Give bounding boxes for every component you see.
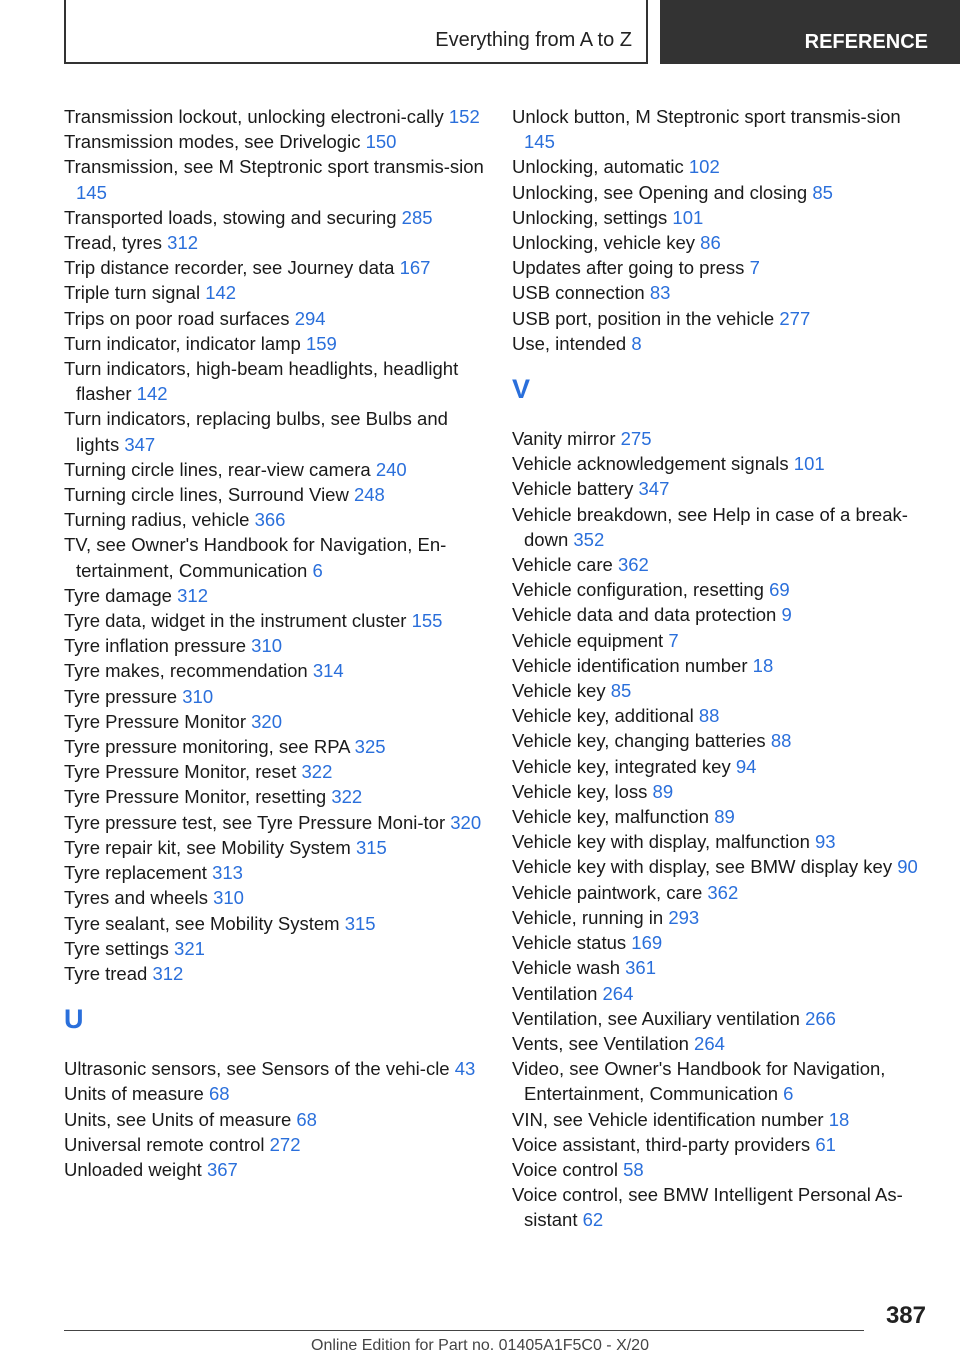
index-entry — [512, 476, 932, 501]
index-entry — [64, 1107, 484, 1132]
index-entry-term: Tyre Pressure Monitor — [64, 710, 246, 732]
index-page-link[interactable]: 310 — [213, 887, 244, 909]
index-entry-term: Tyre makes, recommendation — [64, 660, 308, 682]
index-page-link[interactable]: 347 — [124, 433, 156, 455]
index-page-link[interactable]: 275 — [620, 428, 652, 450]
index-page-link[interactable]: 322 — [301, 761, 333, 783]
index-page-link[interactable]: 18 — [752, 654, 774, 676]
index-page-link[interactable]: 62 — [582, 1209, 604, 1231]
index-entry — [64, 104, 484, 129]
index-page-link[interactable]: 285 — [401, 206, 433, 228]
index-page-link[interactable]: 313 — [212, 862, 243, 884]
header-chapter-tab — [660, 0, 960, 64]
index-entry-term: Vehicle breakdown, see Help in case of a break‐down — [512, 503, 908, 550]
index-entry-term: Vehicle key, additional — [512, 705, 694, 727]
index-entry — [64, 129, 484, 154]
index-entry-term: Unloaded weight — [64, 1158, 202, 1180]
index-entry-term: Vehicle status — [512, 932, 627, 954]
index-page-link[interactable]: 145 — [524, 131, 555, 153]
index-entry-term: Vehicle identification number — [512, 654, 748, 676]
index-page-link[interactable]: 150 — [365, 131, 397, 153]
index-page-link[interactable]: 7 — [749, 257, 760, 279]
index-page-link[interactable]: 277 — [779, 307, 811, 329]
index-entry — [64, 507, 484, 532]
index-entry — [64, 154, 484, 204]
header-section-title: Everything from A to Z — [435, 29, 632, 51]
index-entry-term: Triple turn signal — [64, 282, 201, 304]
index-page-link[interactable]: 101 — [672, 206, 704, 228]
header-chapter-label: REFERENCE — [804, 31, 928, 53]
index-entry-term: Unlocking, vehicle key — [512, 232, 696, 254]
index-entry-term: Voice control — [512, 1158, 618, 1180]
index-entry — [64, 356, 484, 406]
index-entry-term: Vehicle configuration, resetting — [512, 579, 764, 601]
index-entry-term: Use, intended — [512, 332, 627, 354]
index-page-link[interactable]: 89 — [652, 780, 674, 802]
index-entry — [64, 406, 484, 456]
index-entry-term: Vehicle equipment — [512, 629, 664, 651]
index-page-link[interactable]: 264 — [694, 1032, 725, 1054]
index-entry — [64, 331, 484, 356]
index-entry-term: Vehicle key — [512, 680, 606, 702]
index-entry-term: Turning circle lines, rear-view camera — [64, 458, 371, 480]
index-page-link[interactable]: 352 — [573, 528, 605, 550]
index-entry — [64, 1132, 484, 1157]
index-entry-term: Unlocking, automatic — [512, 156, 684, 178]
index-page-link[interactable]: 142 — [136, 383, 168, 405]
index-entry — [512, 331, 932, 356]
index-entry-term: Tyre Pressure Monitor, reset — [64, 761, 297, 783]
index-entry — [64, 306, 484, 331]
index-page-link[interactable]: 315 — [344, 912, 376, 934]
index-entry — [64, 734, 484, 759]
index-entry-term: Ultrasonic sensors, see Sensors of the vehi‐cle — [64, 1058, 450, 1080]
index-entry — [512, 804, 932, 829]
index-entry — [512, 628, 932, 653]
index-entry — [512, 502, 932, 552]
index-entry-term: Tyre settings — [64, 937, 169, 959]
index-entry-term: Vehicle key, changing batteries — [512, 730, 766, 752]
index-page-link[interactable]: 367 — [206, 1158, 238, 1180]
index-page-link[interactable]: 312 — [167, 232, 199, 254]
index-entry — [64, 961, 484, 986]
index-entry-term: Tyre inflation pressure — [64, 635, 247, 657]
index-entry-term: Vents, see Ventilation — [512, 1032, 689, 1054]
index-entry — [512, 180, 932, 205]
header-section-box — [64, 0, 648, 64]
index-entry-term: Transmission modes, see Drivelogic — [64, 131, 361, 153]
index-page-link[interactable]: 94 — [735, 755, 757, 777]
index-entry — [512, 779, 932, 804]
index-page-link[interactable]: 85 — [610, 680, 632, 702]
index-entry-term: Vehicle battery — [512, 478, 634, 500]
index-entry — [512, 1006, 932, 1031]
index-entry-term: Ventilation — [512, 982, 598, 1004]
index-entry-term: Tyre Pressure Monitor, resetting — [64, 786, 327, 808]
index-page-link[interactable]: 142 — [205, 282, 237, 304]
index-entry — [512, 1182, 932, 1232]
index-entry-term: Ventilation, see Auxiliary ventilation — [512, 1007, 800, 1029]
index-page-link[interactable]: 7 — [668, 629, 679, 651]
index-entry — [512, 1031, 932, 1056]
index-page-link[interactable]: 6 — [783, 1083, 794, 1105]
index-page-link[interactable]: 322 — [331, 786, 363, 808]
index-entry — [64, 1157, 484, 1182]
index-page-link[interactable]: 159 — [305, 332, 337, 354]
index-entry — [512, 104, 932, 154]
index-page-link[interactable]: 68 — [208, 1083, 230, 1105]
index-entry-term: Video, see Owner's Handbook for Navigation, Entertainment, Communication — [512, 1058, 886, 1105]
page-number: 387 — [885, 1302, 926, 1329]
index-entry-term: Turn indicator, indicator lamp — [64, 332, 301, 354]
index-entry-term: Vehicle key, integrated key — [512, 755, 731, 777]
index-page-link[interactable]: 145 — [76, 181, 107, 203]
index-entry — [512, 703, 932, 728]
index-entry-term: Units, see Units of measure — [64, 1108, 292, 1130]
index-page-link[interactable]: 85 — [812, 181, 833, 203]
index-page-link[interactable]: 362 — [707, 881, 739, 903]
index-entry — [512, 653, 932, 678]
index-entry-term: Voice control, see BMW Intelligent Personal As‐sistant — [512, 1184, 903, 1231]
index-entry — [64, 205, 484, 230]
index-entry — [64, 608, 484, 633]
index-page-link[interactable]: 325 — [354, 736, 386, 758]
index-entry — [512, 981, 932, 1006]
index-entry — [512, 602, 932, 627]
index-entry — [64, 1056, 484, 1081]
index-page-link[interactable]: 266 — [805, 1007, 836, 1029]
index-entry-term: Tyre sealant, see Mobility System — [64, 912, 340, 934]
index-entry-term: Tyres and wheels — [64, 887, 208, 909]
index-entry-term: Trips on poor road surfaces — [64, 307, 290, 329]
index-page-link[interactable]: 366 — [254, 509, 286, 531]
index-entry — [64, 230, 484, 255]
index-entry-term: Tyre pressure test, see Tyre Pressure Moni‐tor — [64, 811, 446, 833]
index-entry-term: Transmission, see M Steptronic sport transmis‐sion — [64, 156, 484, 178]
index-entry — [512, 728, 932, 753]
index-entry — [512, 930, 932, 955]
index-entry-term: Voice assistant, third-party providers — [512, 1133, 811, 1155]
index-entry — [64, 583, 484, 608]
index-entry — [64, 457, 484, 482]
index-entry — [512, 205, 932, 230]
index-entry-term: Vanity mirror — [512, 428, 616, 450]
index-entry-term: Unlock button, M Steptronic sport transmis‐sion — [512, 106, 901, 127]
index-page-link[interactable]: 102 — [688, 156, 720, 178]
index-entry-term: Tyre replacement — [64, 862, 207, 884]
index-entry-term: Tyre tread — [64, 962, 148, 984]
index-column-right — [512, 104, 932, 1233]
index-page-link[interactable]: 272 — [269, 1133, 301, 1155]
index-entry-term: Vehicle key, malfunction — [512, 806, 710, 828]
index-entry — [64, 784, 484, 809]
index-entry — [512, 880, 932, 905]
index-entry-term: Unlocking, see Opening and closing — [512, 181, 808, 203]
index-entry — [512, 854, 932, 879]
index-entry — [512, 577, 932, 602]
index-page-link[interactable]: 320 — [450, 811, 482, 833]
index-entry — [512, 905, 932, 930]
index-entry-term: Tyre damage — [64, 584, 172, 606]
index-entry — [64, 482, 484, 507]
footer-divider — [64, 1330, 864, 1331]
index-entry-term: Turn indicators, replacing bulbs, see Bulbs and lights — [64, 408, 448, 455]
index-entry-term: Trip distance recorder, see Journey data — [64, 257, 395, 279]
index-entry-term: USB port, position in the vehicle — [512, 307, 775, 329]
index-entry-term: Unlocking, settings — [512, 206, 668, 228]
index-page-link[interactable]: 18 — [828, 1108, 850, 1130]
index-entry-term: Vehicle key, loss — [512, 780, 648, 802]
index-entry — [512, 1107, 932, 1132]
footer-edition-text: Online Edition for Part no. 01405A1F5C0 - X/20 — [311, 1337, 649, 1354]
index-entry — [64, 658, 484, 683]
index-entry — [64, 684, 484, 709]
index-page-link[interactable]: 61 — [815, 1133, 836, 1155]
index-entry-term: USB connection — [512, 282, 645, 304]
index-page-link[interactable]: 89 — [714, 806, 735, 828]
index-page-link[interactable]: 83 — [649, 282, 671, 304]
index-page-link[interactable]: 90 — [897, 856, 918, 878]
index-entry — [512, 306, 932, 331]
index-entry-term: Updates after going to press — [512, 257, 745, 279]
index-entry — [512, 678, 932, 703]
index-entry — [512, 255, 932, 280]
index-letter-heading: V — [512, 374, 531, 405]
index-entry — [512, 955, 932, 980]
index-page-link[interactable]: 312 — [177, 584, 208, 606]
index-page-link[interactable]: 88 — [698, 705, 720, 727]
index-entry-term: Vehicle acknowledgement signals — [512, 453, 789, 475]
index-letter-heading: U — [64, 1004, 84, 1035]
index-page-link[interactable]: 264 — [602, 982, 634, 1004]
index-entry — [512, 829, 932, 854]
index-entry-term: Turning circle lines, Surround View — [64, 484, 349, 506]
index-page-link[interactable]: 310 — [251, 635, 283, 657]
index-entry — [64, 810, 484, 835]
index-page-link[interactable]: 88 — [770, 730, 792, 752]
index-page-link[interactable]: 361 — [625, 957, 656, 979]
index-entry — [64, 860, 484, 885]
index-entry — [64, 759, 484, 784]
index-entry — [64, 936, 484, 961]
index-page-link[interactable]: 248 — [353, 484, 385, 506]
index-entry-term: Vehicle wash — [512, 957, 620, 979]
index-entry — [512, 426, 932, 451]
index-entry — [512, 230, 932, 255]
index-page-link[interactable]: 315 — [355, 836, 387, 858]
index-entry-term: Vehicle data and data protection — [512, 604, 777, 626]
index-entry — [64, 280, 484, 305]
index-entry — [64, 911, 484, 936]
index-page-link[interactable]: 58 — [623, 1158, 644, 1180]
index-page-link[interactable]: 314 — [312, 660, 344, 682]
index-entry-term: Tread, tyres — [64, 232, 163, 254]
index-entry-term: Turn indicators, high-beam headlights, headlight flasher — [64, 358, 459, 405]
index-entry-term: Transported loads, stowing and securing — [64, 206, 397, 228]
index-entry-term: Tyre pressure monitoring, see RPA — [64, 736, 350, 758]
index-entry-term: Vehicle care — [512, 554, 613, 576]
index-entry — [64, 709, 484, 734]
index-entry — [512, 754, 932, 779]
index-page-link[interactable]: 167 — [399, 257, 431, 279]
index-page-link[interactable]: 155 — [411, 610, 443, 632]
index-page-link[interactable]: 362 — [617, 554, 649, 576]
index-page-link[interactable]: 8 — [631, 332, 642, 354]
index-entry-term: Tyre pressure — [64, 685, 178, 707]
index-entry-term: TV, see Owner's Handbook for Navigation, En‐tertainment, Communication — [64, 534, 447, 581]
index-entry — [512, 451, 932, 476]
index-entry — [64, 1081, 484, 1106]
index-page-link[interactable]: 9 — [781, 604, 792, 626]
index-page-link[interactable]: 294 — [294, 307, 326, 329]
index-page-link[interactable]: 347 — [638, 478, 670, 500]
index-page-link[interactable]: 93 — [815, 831, 836, 853]
index-column-left — [64, 104, 484, 1182]
index-entry — [512, 154, 932, 179]
index-entry-term: Vehicle key with display, see BMW display key — [512, 856, 893, 878]
index-page-link[interactable]: 321 — [174, 937, 205, 959]
index-page-link[interactable]: 6 — [312, 559, 323, 581]
index-page-link[interactable]: 312 — [152, 962, 184, 984]
index-page-link[interactable]: 152 — [448, 106, 480, 127]
index-entry — [64, 835, 484, 860]
index-entry — [512, 552, 932, 577]
index-entry-term: Tyre repair kit, see Mobility System — [64, 836, 351, 858]
index-page-link[interactable]: 169 — [631, 932, 663, 954]
index-page-link[interactable]: 320 — [251, 710, 282, 732]
index-entry — [64, 885, 484, 910]
index-entry — [512, 1056, 932, 1106]
index-entry — [64, 532, 484, 582]
index-page-link[interactable]: 86 — [700, 232, 721, 254]
index-entry-term: VIN, see Vehicle identification number — [512, 1108, 824, 1130]
index-entry-term: Tyre data, widget in the instrument cluster — [64, 610, 407, 632]
index-entry-term: Transmission lockout, unlocking electroni‐cally — [64, 106, 444, 127]
index-entry-term: Turning radius, vehicle — [64, 509, 250, 531]
index-entry-term: Vehicle, running in — [512, 906, 664, 928]
index-page-link[interactable]: 69 — [769, 579, 790, 601]
index-entry — [512, 280, 932, 305]
index-page-link[interactable]: 310 — [182, 685, 214, 707]
index-entry-term: Vehicle key with display, malfunction — [512, 831, 810, 853]
index-page-link[interactable]: 43 — [454, 1058, 476, 1080]
index-entry — [512, 1132, 932, 1157]
index-page-link[interactable]: 293 — [668, 906, 700, 928]
index-entry-term: Units of measure — [64, 1083, 204, 1105]
index-entry — [512, 1157, 932, 1182]
index-page-link[interactable]: 68 — [296, 1108, 317, 1130]
index-page-link[interactable]: 240 — [375, 458, 407, 480]
index-entry-term: Vehicle paintwork, care — [512, 881, 703, 903]
index-entry-term: Universal remote control — [64, 1133, 265, 1155]
index-page-link[interactable]: 101 — [793, 453, 825, 475]
index-entry — [64, 255, 484, 280]
index-entry — [64, 633, 484, 658]
